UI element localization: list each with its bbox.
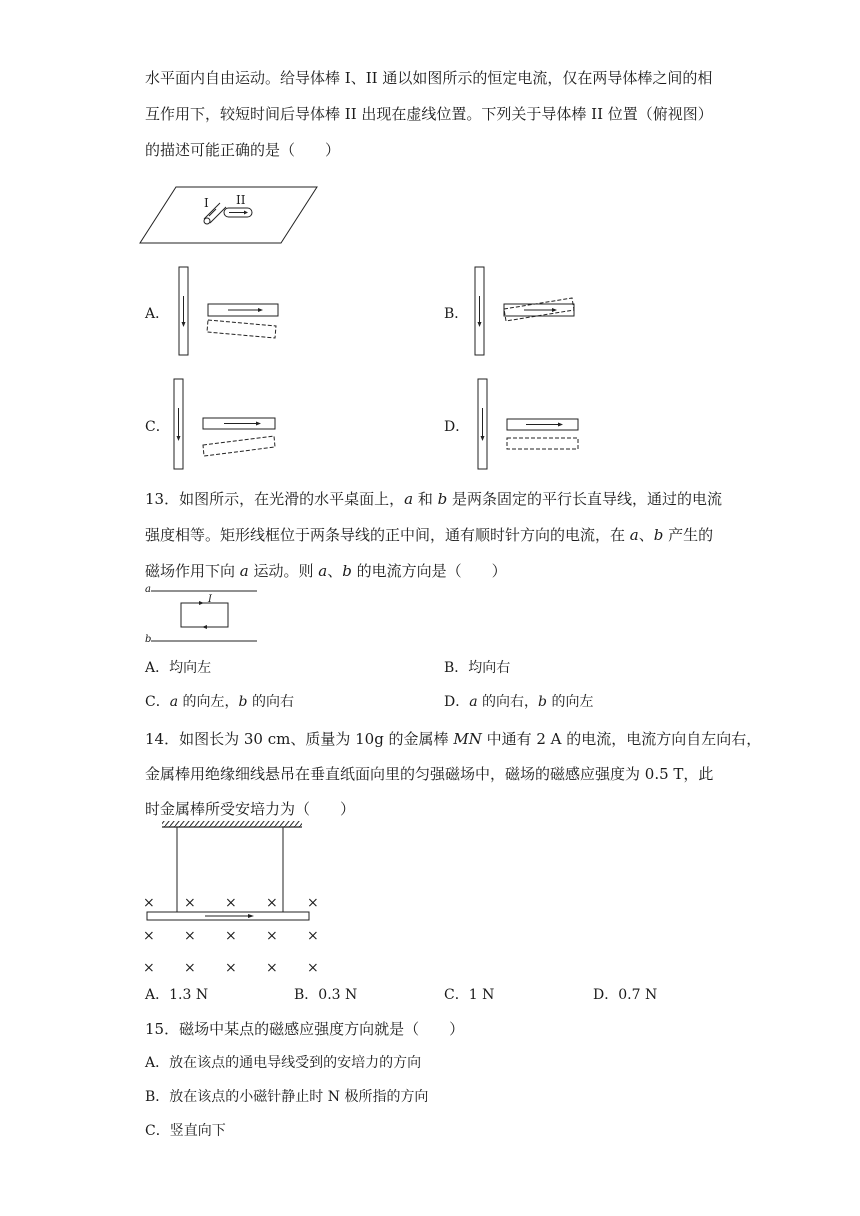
q15-option-b[interactable]: B．放在该点的小磁针静止时 N 极所指的方向 <box>145 1089 429 1105</box>
field-mark: × <box>225 895 237 911</box>
field-mark: × <box>307 960 319 976</box>
q13-option-d[interactable]: D．a 的向右，b 的向左 <box>444 694 594 710</box>
q13-option-a[interactable]: A．均向左 <box>145 660 212 676</box>
q12-option-c[interactable]: C． <box>145 419 170 435</box>
q12-option-a[interactable]: A． <box>145 306 170 322</box>
q14-stem-line-3: 时金属棒所受安培力为（ ） <box>145 800 356 818</box>
q12-main-figure <box>140 185 330 245</box>
field-mark: × <box>143 895 155 911</box>
q12-option-d[interactable]: D． <box>444 419 470 435</box>
field-mark: × <box>143 960 155 976</box>
q12-stem-line-2: 互作用下，较短时间后导体棒 II 出现在虚线位置。下列关于导体棒 II 位置（俯视图） <box>145 105 713 123</box>
field-mark: × <box>266 928 278 944</box>
q12-option-d-figure <box>476 378 586 472</box>
field-mark: × <box>184 960 196 976</box>
q14-stem-line-1: 14．如图长为 30 cm、质量为 10g 的金属棒 MN 中通有 2 A 的电流，电流方向自左向右， <box>145 730 762 748</box>
field-mark: × <box>225 960 237 976</box>
wire-b-label: b <box>145 634 152 645</box>
field-mark: × <box>307 895 319 911</box>
q12-option-a-figure <box>176 266 286 358</box>
q13-figure <box>145 586 260 646</box>
rod-1-label: I <box>204 196 209 210</box>
q14-option-a[interactable]: A．1.3 N <box>145 987 209 1003</box>
q14-option-d[interactable]: D．0.7 N <box>593 987 658 1003</box>
q15-option-a[interactable]: A．放在该点的通电导线受到的安培力的方向 <box>145 1055 422 1071</box>
q14-stem-line-2: 金属棒用绝缘细线悬吊在垂直纸面向里的匀强磁场中，磁场的磁感应强度为 0.5 T，此 <box>145 765 714 783</box>
q12-stem-line-1: 水平面内自由运动。给导体棒 I、II 通以如图所示的恒定电流，仅在两导体棒之间的相 <box>145 69 713 87</box>
field-mark: × <box>143 928 155 944</box>
q13-stem-line-3: 磁场作用下向 a 运动。则 a、b 的电流方向是（ ） <box>145 562 507 580</box>
q13-stem-line-1: 13．如图所示，在光滑的水平桌面上，a 和 b 是两条固定的平行长直导线，通过的电流 <box>145 490 722 508</box>
field-mark: × <box>225 928 237 944</box>
field-mark: × <box>184 895 196 911</box>
q12-option-b[interactable]: B． <box>444 306 469 322</box>
current-label: I <box>208 594 212 605</box>
q13-option-c[interactable]: C．a 的向左，b 的向右 <box>145 694 294 710</box>
field-mark: × <box>307 928 319 944</box>
q13-option-b[interactable]: B．均向右 <box>444 660 511 676</box>
q12-option-c-figure <box>172 378 282 472</box>
q15-stem: 15．磁场中某点的磁感应强度方向就是（ ） <box>145 1020 465 1038</box>
q15-option-c[interactable]: C．竖直向下 <box>145 1123 226 1139</box>
q14-option-b[interactable]: B．0.3 N <box>294 987 358 1003</box>
q13-stem-line-2: 强度相等。矩形线框位于两条导线的正中间，通有顺时针方向的电流，在 a、b 产生的 <box>145 526 714 544</box>
rod-2-label: II <box>236 193 246 207</box>
field-mark: × <box>266 895 278 911</box>
q12-option-b-figure <box>474 266 584 358</box>
field-mark: × <box>266 960 278 976</box>
wire-a-label: a <box>145 584 151 595</box>
q12-stem-line-3: 的描述可能正确的是（ ） <box>145 141 341 159</box>
field-mark: × <box>184 928 196 944</box>
q14-option-c[interactable]: C．1 N <box>444 987 495 1003</box>
